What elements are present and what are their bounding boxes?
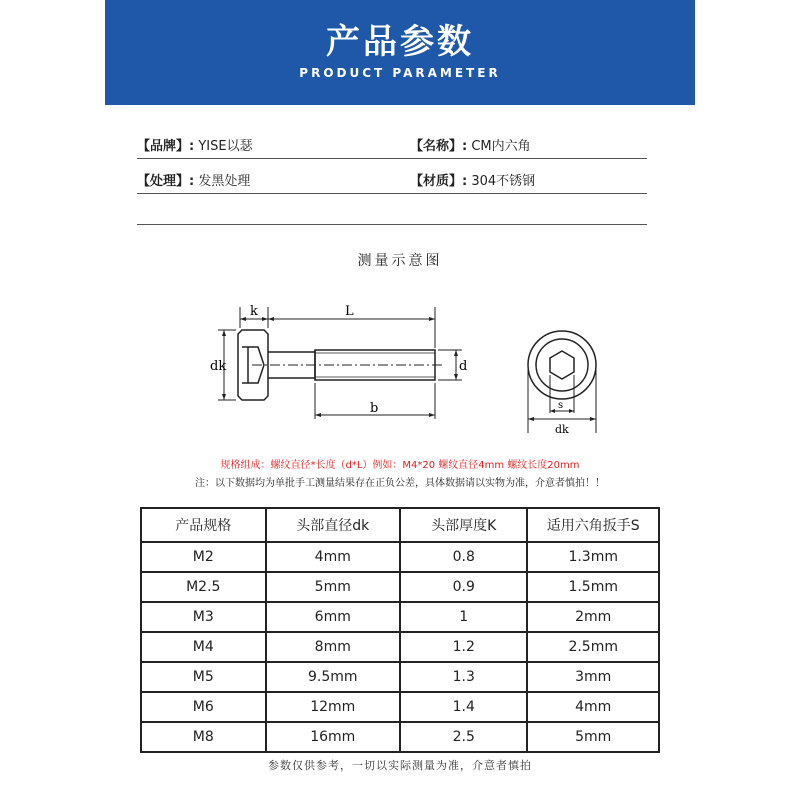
spec-table xyxy=(140,507,660,753)
dim-dk-end-label: dk xyxy=(555,423,569,436)
cell-wrench-size: 5mm xyxy=(527,722,659,752)
cell-head-diameter: 4mm xyxy=(266,542,401,572)
cell-head-diameter: 6mm xyxy=(266,602,401,632)
table-row xyxy=(141,692,659,722)
dim-d-label: d xyxy=(459,359,468,374)
table-row xyxy=(141,722,659,752)
cell-head-thickness: 2.5 xyxy=(400,722,527,752)
info-brand-label: 【品牌】: xyxy=(137,139,195,154)
cell-wrench-size: 2.5mm xyxy=(527,632,659,662)
header-wrench-size: 适用六角扳手S xyxy=(527,508,659,542)
cell-wrench-size: 3mm xyxy=(527,662,659,692)
table-row xyxy=(141,542,659,572)
header-head-thickness: 头部厚度K xyxy=(400,508,527,542)
info-material xyxy=(410,170,535,189)
info-divider xyxy=(137,158,647,159)
info-name-value: CM内六角 xyxy=(471,139,531,154)
info-material-label: 【材质】: xyxy=(410,174,468,189)
table-header-row xyxy=(141,508,659,542)
dim-dk-label: dk xyxy=(210,359,227,374)
cell-head-diameter: 12mm xyxy=(266,692,401,722)
header-spec: 产品规格 xyxy=(141,508,266,542)
cell-head-diameter: 5mm xyxy=(266,572,401,602)
cell-spec: M8 xyxy=(141,722,266,752)
cell-head-thickness: 0.8 xyxy=(400,542,527,572)
info-material-value: 304不锈钢 xyxy=(471,174,536,189)
cell-spec: M3 xyxy=(141,602,266,632)
cell-head-thickness: 0.9 xyxy=(400,572,527,602)
info-name xyxy=(410,135,531,154)
cell-spec: M2.5 xyxy=(141,572,266,602)
footer-disclaimer: 参数仅供参考，一切以实际测量为准，介意者慎拍 xyxy=(268,759,532,772)
cell-head-thickness: 1 xyxy=(400,602,527,632)
spec-composition-note: 规格组成：螺纹直径*长度（d*L）例如：M4*20 螺纹直径4mm 螺纹长度20mm xyxy=(220,460,580,471)
dim-b-label: b xyxy=(370,401,379,416)
banner-subtitle: PRODUCT PARAMETER xyxy=(299,66,501,80)
cell-head-diameter: 9.5mm xyxy=(266,662,401,692)
cell-head-diameter: 8mm xyxy=(266,632,401,662)
info-treatment-value: 发黑处理 xyxy=(198,174,251,189)
table-row xyxy=(141,572,659,602)
info-treatment xyxy=(137,170,250,189)
banner-title: 产品参数 xyxy=(326,22,474,62)
cell-wrench-size: 2mm xyxy=(527,602,659,632)
info-brand-value: YISE以瑟 xyxy=(198,139,253,154)
info-divider xyxy=(137,224,647,225)
measurement-note: 注：以下数据均为单批手工测量结果存在正负公差，具体数据请以实物为准，介意者慎拍！！ xyxy=(195,478,605,489)
cell-wrench-size: 4mm xyxy=(527,692,659,722)
cell-head-thickness: 1.3 xyxy=(400,662,527,692)
table-row xyxy=(141,662,659,692)
info-name-label: 【名称】: xyxy=(410,139,468,154)
table-row xyxy=(141,602,659,632)
cell-spec: M2 xyxy=(141,542,266,572)
cell-head-thickness: 1.2 xyxy=(400,632,527,662)
measurement-diagram xyxy=(200,295,610,440)
dim-l-label: L xyxy=(345,304,354,319)
header-banner xyxy=(105,0,695,105)
dim-k-label: k xyxy=(250,304,258,319)
info-brand xyxy=(137,135,253,154)
cell-wrench-size: 1.3mm xyxy=(527,542,659,572)
cell-head-thickness: 1.4 xyxy=(400,692,527,722)
cell-spec: M6 xyxy=(141,692,266,722)
table-row xyxy=(141,632,659,662)
cell-spec: M4 xyxy=(141,632,266,662)
dim-s-label: s xyxy=(558,400,564,411)
cell-wrench-size: 1.5mm xyxy=(527,572,659,602)
info-treatment-label: 【处理】: xyxy=(137,174,195,189)
diagram-title: 测量示意图 xyxy=(357,253,443,269)
cell-spec: M5 xyxy=(141,662,266,692)
info-divider xyxy=(137,193,647,194)
header-head-diameter: 头部直径dk xyxy=(266,508,401,542)
cell-head-diameter: 16mm xyxy=(266,722,401,752)
